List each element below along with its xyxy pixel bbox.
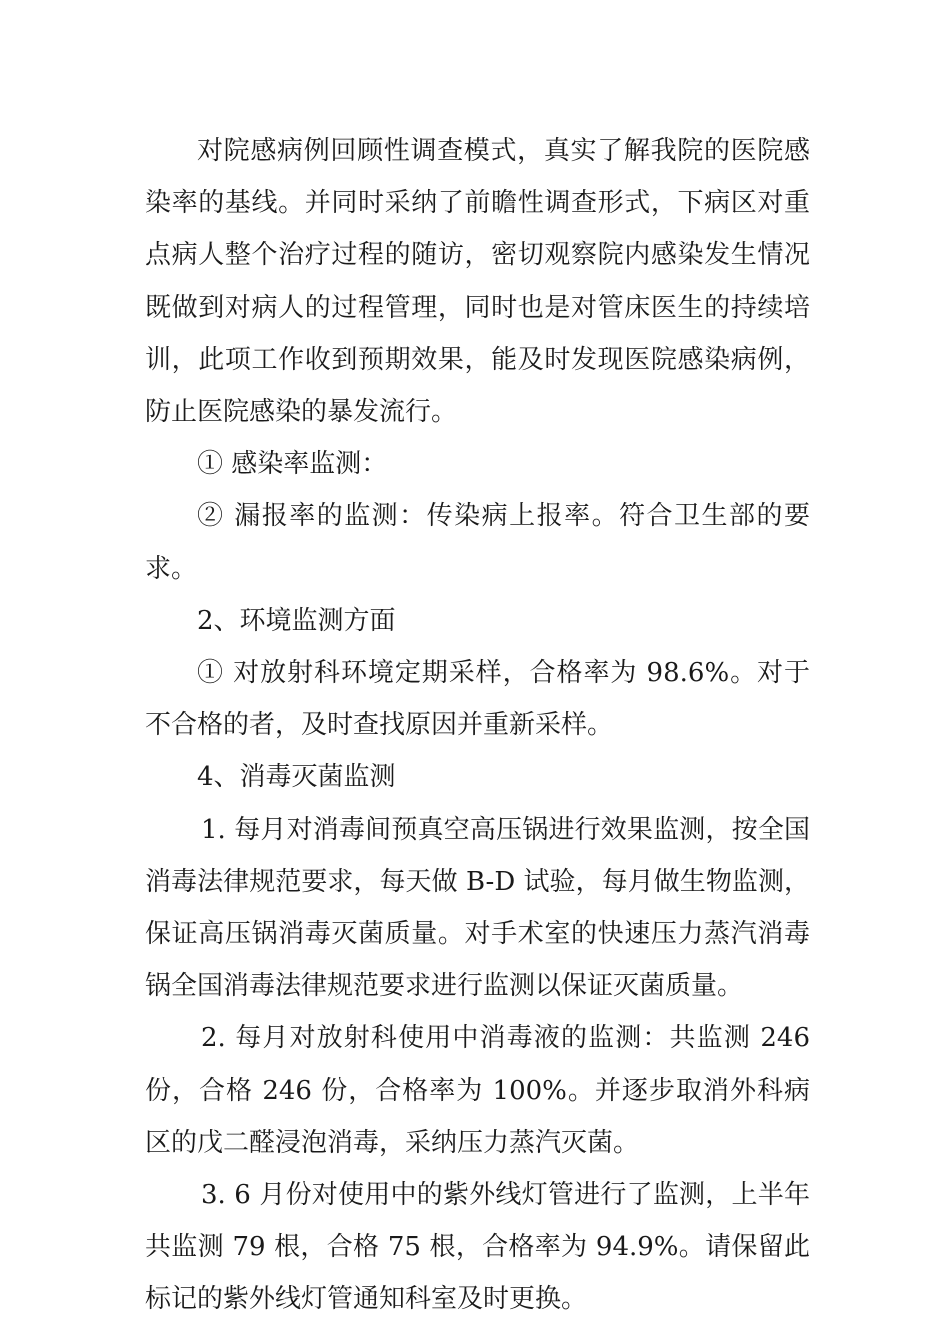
paragraph-radiology-sampling: ① 对放射科环境定期采样，合格率为 98.6%。对于不合格的者，及时查找原因并重新采样。 [145,658,810,741]
paragraph-underreport-rate: ② 漏报率的监测：传染病上报率。符合卫生部的要求。 [145,501,810,584]
paragraph-disinfectant-monitoring: 2. 每月对放射科使用中消毒液的监测：共监测 246 份，合格 246 份，合格率为 100%。并逐步取消外科病区的戊二醛浸泡消毒，采纳压力蒸汽灭菌。 [145,1023,810,1158]
paragraph-surveillance-mode: 对院感病例回顾性调查模式，真实了解我院的医院感染率的基线。并同时采纳了前瞻性调查形式，下病区对重点病人整个治疗过程的随访，密切观察院内感染发生情况既做到对病人的过程管理，同时也是对管床医生的持续培训，此项工作收到预期效果，能及时发现医院感染病例，防止医院感染的暴发流行。 [145,136,810,428]
paragraph-infection-rate: ① 感染率监测： [197,449,388,480]
paragraph-uv-lamp-monitoring: 3. 6 月份对使用中的紫外线灯管进行了监测，上半年共监测 79 根，合格 75 根，合格率为 94.9%。请保留此标记的紫外线灯管通知科室及时更换。 [145,1180,810,1315]
section-heading-environment: 2、环境监测方面 [197,605,396,636]
section-heading-disinfection: 4、消毒灭菌监测 [197,762,396,793]
paragraph-autoclave-monitoring: 1. 每月对消毒间预真空高压锅进行效果监测，按全国消毒法律规范要求，每天做 B-D 试验，每月做生物监测，保证高压锅消毒灭菌质量。对手术室的快速压力蒸汽消毒锅全国消毒法律规范要求进行监测以保证灭菌质量。 [145,814,810,1002]
document-body [145,125,810,1326]
